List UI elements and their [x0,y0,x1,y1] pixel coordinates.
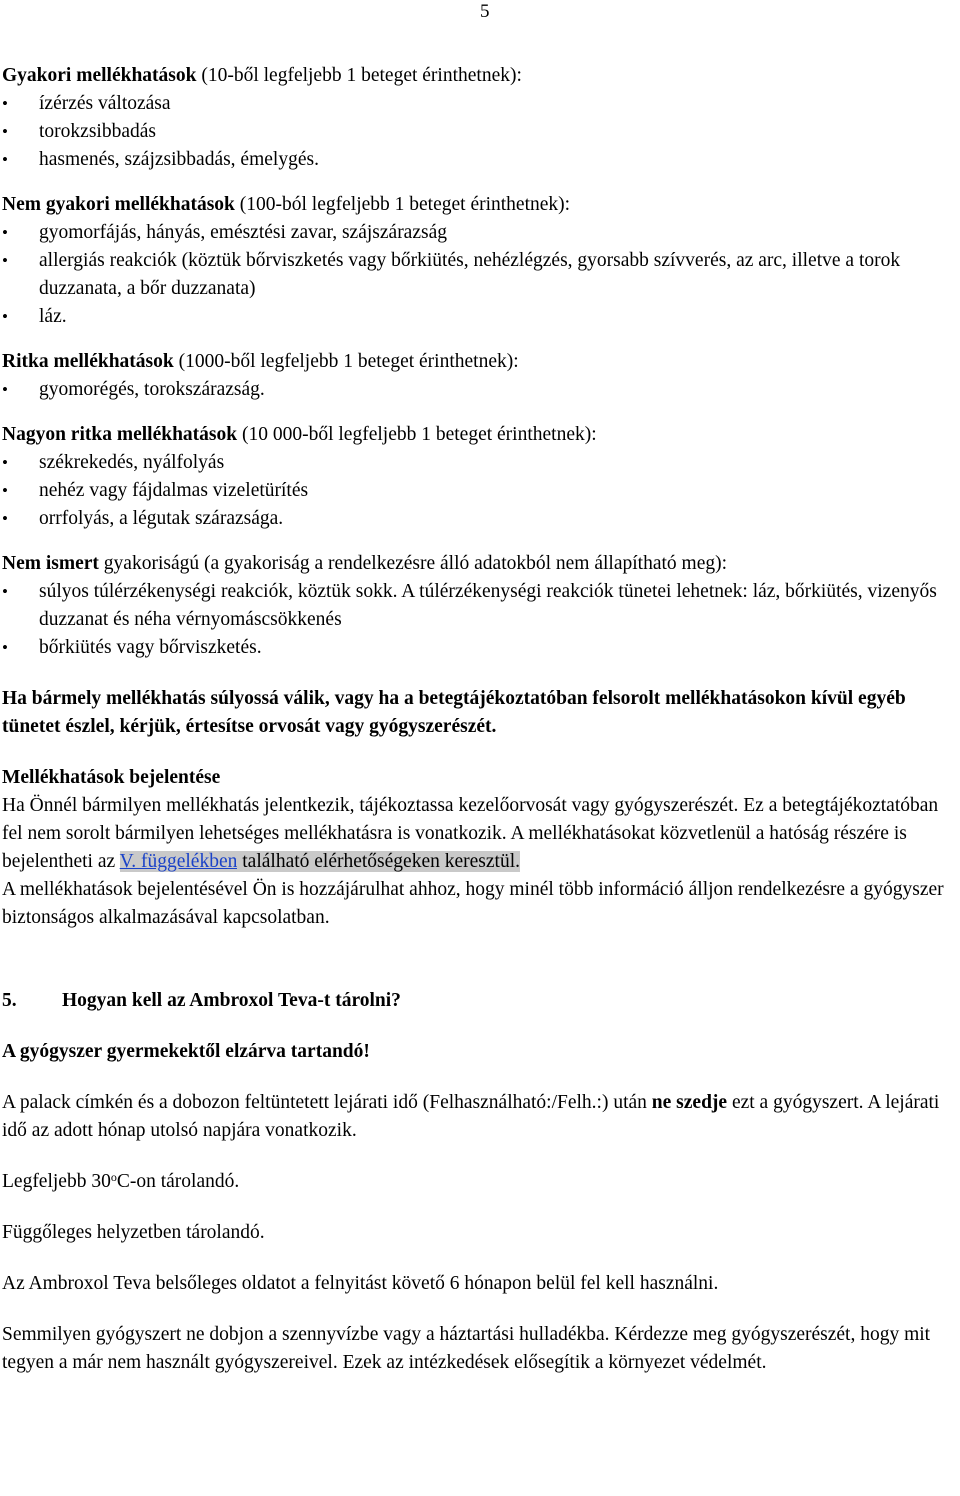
reporting-text-after-link: található elérhetőségeken keresztül. [237,851,520,872]
section-uncommon-side-effects [2,191,948,331]
list-item: • torokzsibbadás [2,118,948,146]
children-warning: A gyógyszer gyermekektől elzárva tartandó! [2,1041,370,1062]
section-unknown-frequency [2,550,948,662]
bullet-list [2,449,948,533]
expiry-bold: ne szedje [651,1092,728,1113]
list-item: • bőrkiütés vagy bőrviszketés. [2,634,948,662]
disposal-paragraph: Semmilyen gyógyszert ne dobjon a szennyvízbe vagy a háztartási hulladékba. Kérdezze meg gyógyszerészét, hogy mit tegyen a már nem használt gyógyszereivel. Ezek az intézkedések elősegítik a környezet védelmét. [2,1324,931,1373]
page-number: 5 [480,1,490,22]
temperature-unit-text: C-on tárolandó. [116,1171,240,1192]
section-heading [2,348,948,376]
bullet-list [2,90,948,174]
reporting-title: Mellékhatások bejelentése [2,767,221,788]
list-item: • láz. [2,303,948,331]
list-item: • ízérzés változása [2,90,948,118]
reporting-paragraph-second: A mellékhatások bejelentésével Ön is hozzájárulhat ahhoz, hogy minél több információ álljon rendelkezésre a gyógyszer biztonságos alkalmazásával kapcsolatban. [2,879,944,928]
section-qualifier: (10-ből legfeljebb 1 beteget érinthetnek): [196,65,522,86]
after-opening-paragraph: Az Ambroxol Teva belsőleges oldatot a felnyitást követő 6 hónapon belül fel kell használni. [2,1273,719,1294]
list-item: • nehéz vagy fájdalmas vizeletürítés [2,477,948,505]
document-body [2,62,948,1377]
section-reporting [2,764,948,932]
section-rare-side-effects [2,348,948,404]
section-common-side-effects [2,62,948,174]
section-qualifier: (100-ból legfeljebb 1 beteget érinthetnek): [234,194,571,215]
list-item: • orrfolyás, a légutak szárazsága. [2,505,948,533]
section-title: Nem gyakori mellékhatások [2,194,235,215]
section-storage [2,987,948,1377]
upright-paragraph: Függőleges helyzetben tárolandó. [2,1222,265,1243]
reporting-paragraph [2,792,948,876]
section-heading [2,62,948,90]
section-qualifier: (10 000-ből legfeljebb 1 beteget érinthetnek): [237,424,597,445]
section-title: Nagyon ritka mellékhatások [2,424,238,445]
storage-heading [2,987,948,1015]
list-item: • székrekedés, nyálfolyás [2,449,948,477]
section-title: Nem ismert [2,553,99,574]
list-item: • gyomorfájás, hányás, emésztési zavar, szájszárazság [2,219,948,247]
storage-section-number: 5. [2,990,17,1011]
degree-symbol: o [110,1170,117,1184]
expiry-text-end: ezt a gyógyszert. A lejárati idő az adott hónap utolsó napjára vonatkozik. [2,1092,940,1141]
section-heading [2,191,948,219]
bullet-list [2,578,948,662]
list-item: • hasmenés, szájzsibbadás, émelygés. [2,146,948,174]
warning-paragraph: Ha bármely mellékhatás súlyossá válik, vagy ha a betegtájékoztatóban felsorolt mellékhatásokon kívül egyéb tünetet észlel, kérjük, értesítse orvosát vagy gyógyszerészét. [2,688,906,737]
reporting-text: Ha Önnél bármilyen mellékhatás jelentkezik, tájékoztassa kezelőorvosát vagy gyógyszerészét. Ez a betegtájékoztatóban fel nem sorolt bármilyen lehetséges mellékhatásra is vonatkozik. A mellékhatásokat közvetlenül a hatóság részére is bejelentheti az [2,795,939,872]
section-very-rare-side-effects [2,421,948,533]
section-heading [2,550,948,578]
expiry-paragraph [2,1089,948,1145]
expiry-text: A palack címkén és a dobozon feltüntetett lejárati idő (Felhasználható:/Felh.:) után [2,1092,652,1113]
section-qualifier: (1000-ből legfeljebb 1 beteget érinthetnek): [173,351,519,372]
appendix-link[interactable]: V. függelékben [119,851,238,872]
section-title: Gyakori mellékhatások [2,65,197,86]
list-item: • allergiás reakciók (köztük bőrviszketés vagy bőrkiütés, nehézlégzés, gyorsabb szívverés, az arc, illetve a torok duzzanata, a bőr duzzanata) [2,247,948,303]
list-item: • gyomorégés, torokszárazság. [2,376,948,404]
section-title: Ritka mellékhatások [2,351,174,372]
temperature-text: Legfeljebb 30 [2,1171,111,1192]
list-item: • súlyos túlérzékenységi reakciók, köztük sokk. A túlérzékenységi reakciók tünetei lehetnek: láz, bőrkiütés, vizenyős duzzanat és néha vérnyomáscsökkenés [2,578,948,634]
bullet-list [2,376,948,404]
section-heading [2,421,948,449]
temperature-paragraph [2,1168,948,1196]
storage-title: Hogyan kell az Ambroxol Teva-t tárolni? [62,990,401,1011]
bullet-list [2,219,948,331]
section-qualifier: gyakoriságú (a gyakoriság a rendelkezésre álló adatokból nem állapítható meg): [98,553,728,574]
